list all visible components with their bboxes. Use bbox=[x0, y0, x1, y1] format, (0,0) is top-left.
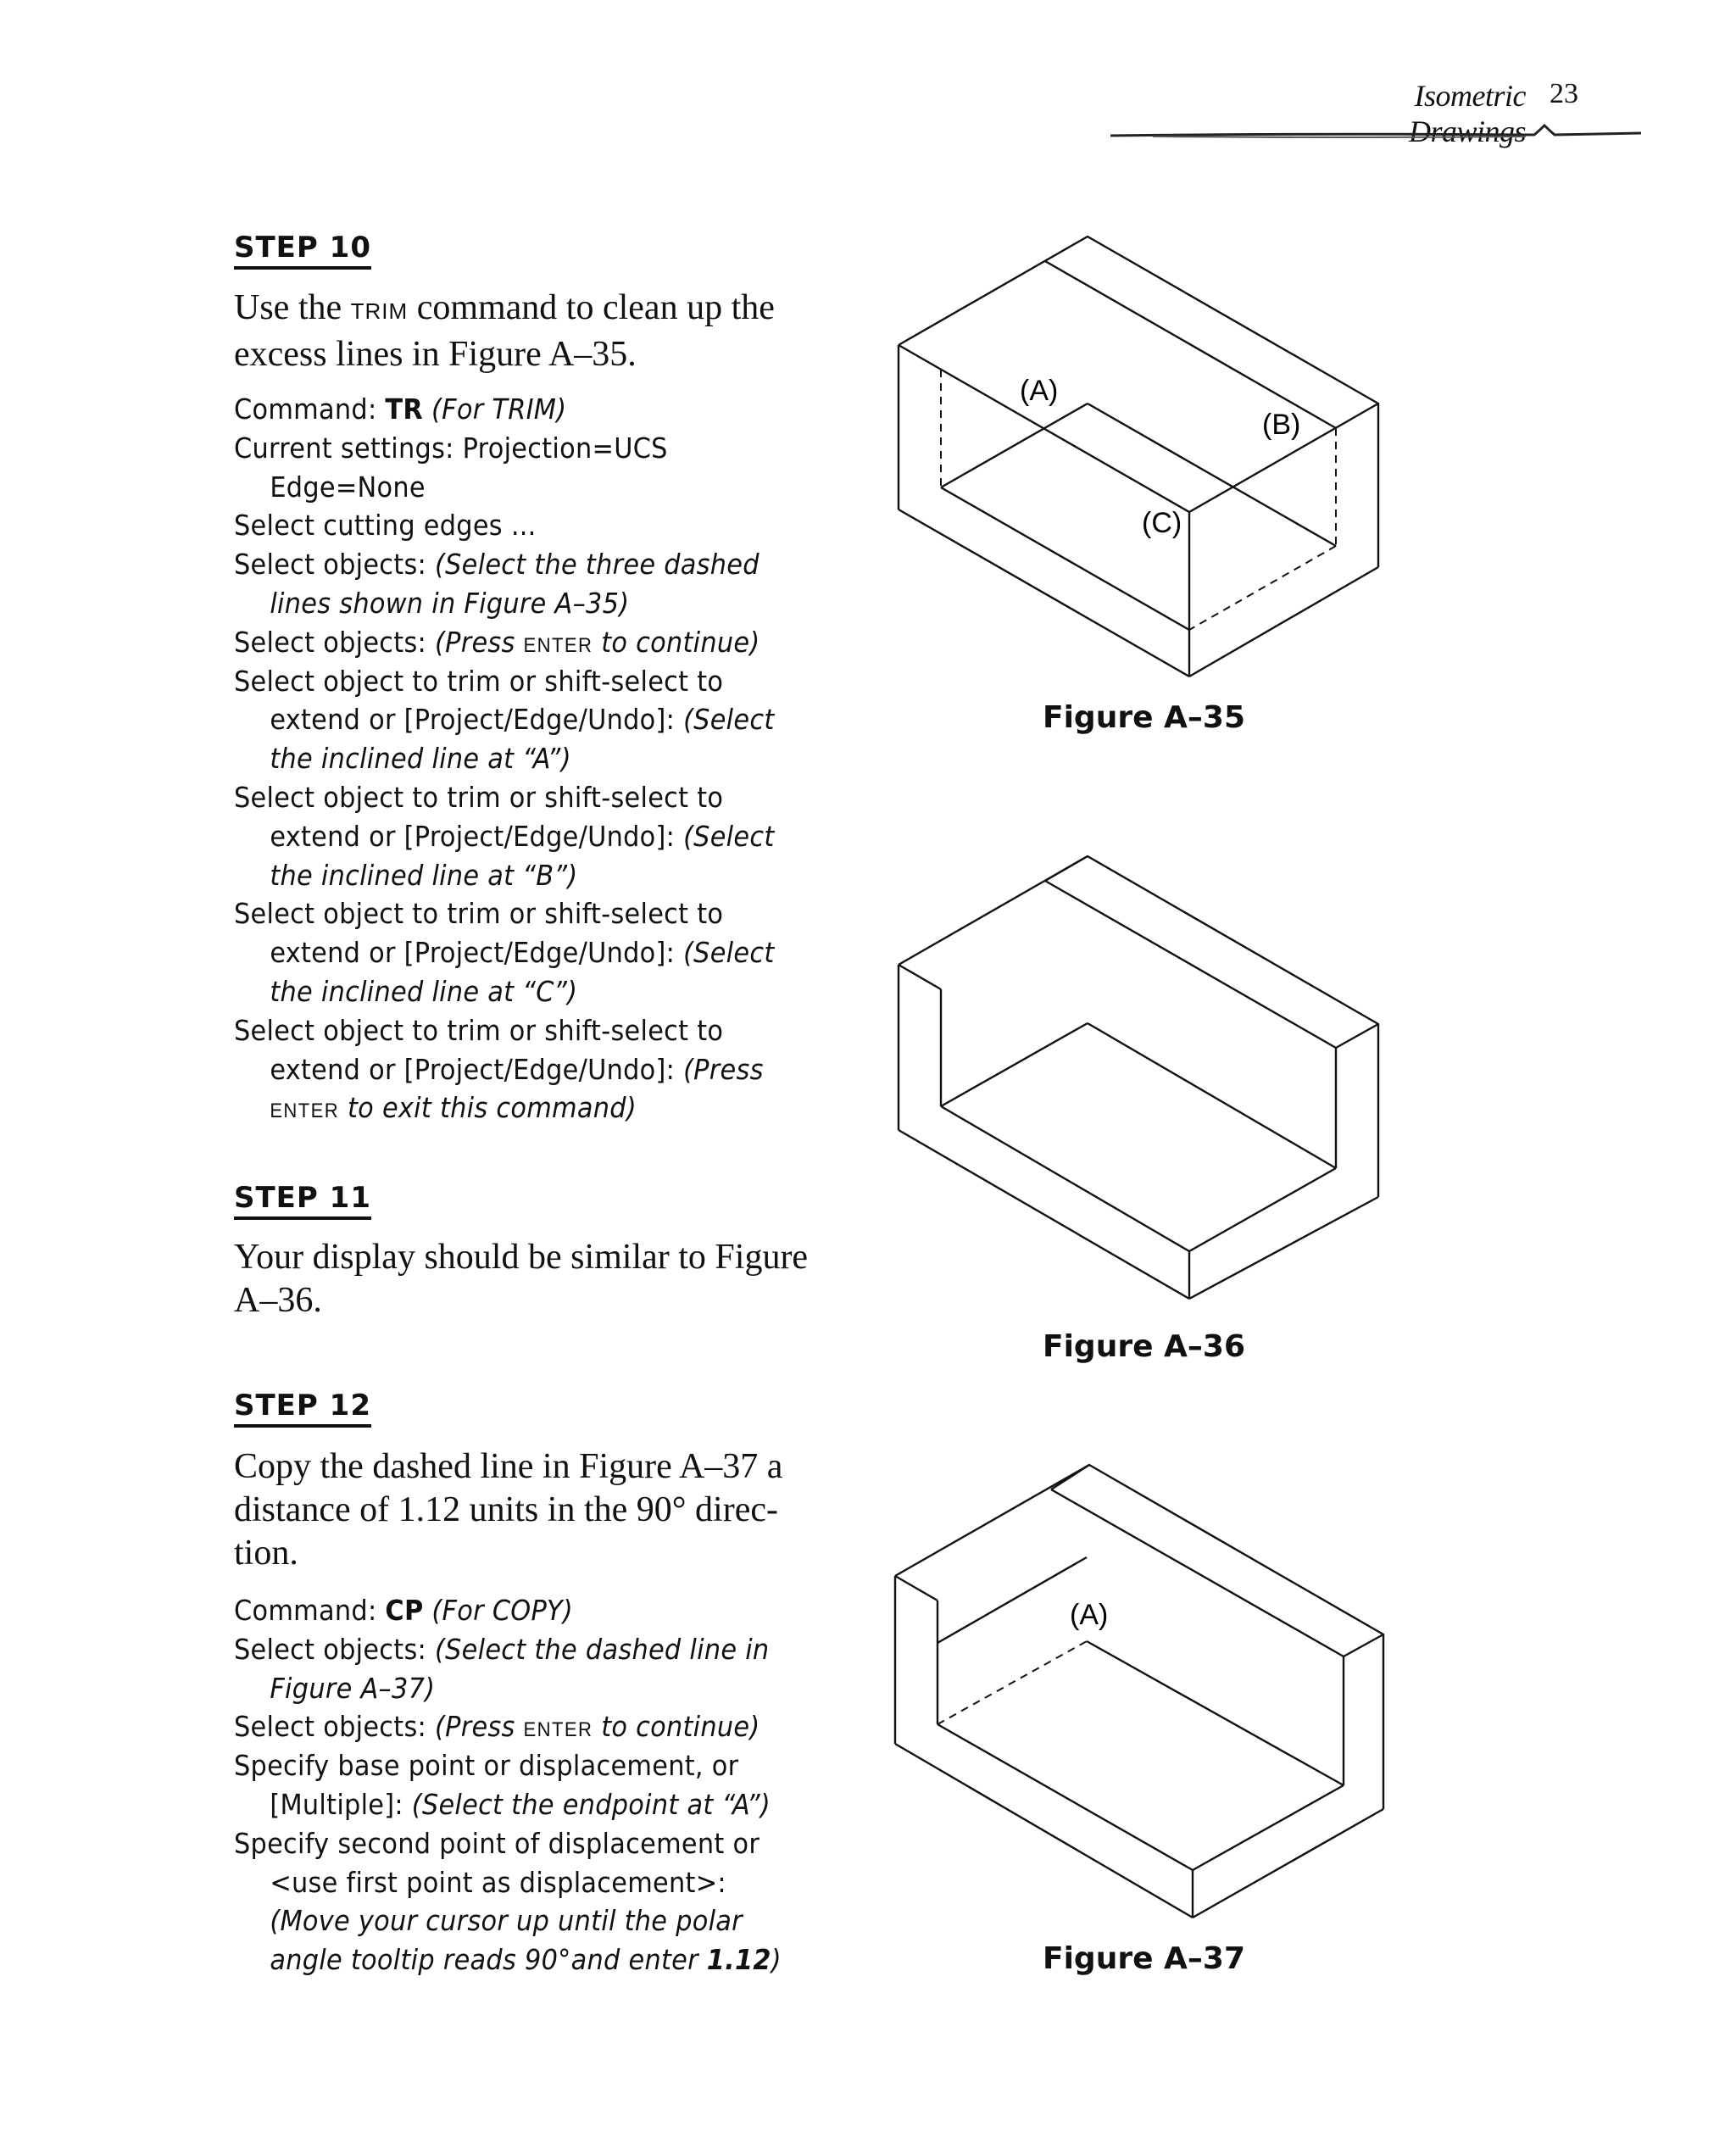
figure-a36-caption: Figure A–36 bbox=[1043, 1329, 1245, 1364]
step-11-instruction: Your display should be similar to Figure A–36. bbox=[234, 1238, 809, 1320]
figure-a37-drawing bbox=[882, 1451, 1407, 1943]
figure-a35-label-b: (B) bbox=[1262, 409, 1301, 441]
page-number: 23 bbox=[1550, 78, 1578, 109]
step-10-heading: STEP 10 bbox=[234, 231, 371, 270]
figure-a37-label-a: (A) bbox=[1070, 1599, 1109, 1631]
figure-a35 bbox=[882, 229, 1407, 687]
figure-a35-label-c: (C) bbox=[1142, 507, 1182, 539]
figure-a35-label-a: (A) bbox=[1020, 375, 1059, 407]
figure-a37 bbox=[882, 1451, 1407, 1943]
step-10-instruction: Use the TRIM command to clean up the excess lines in Figure A–35. bbox=[234, 288, 775, 374]
step-12-command-listing: Command: CP (For COPY) Select objects: (Select the dashed line in Figure A–37) Select objects: (Press ENTER to continue) Specify base point or displacement, or [Multiple]: (Select the endpoint at “A”) Specify second point of displacement or <use first point as displacement>: (Move your cursor up until the polar angle tooltip reads 90°and enter 1.12) bbox=[234, 1594, 782, 1977]
figure-a35-drawing bbox=[882, 229, 1407, 687]
figure-a36 bbox=[882, 848, 1407, 1322]
running-title: Isometric Drawings bbox=[1408, 79, 1526, 148]
header-rule bbox=[1102, 122, 1644, 144]
figure-a36-drawing bbox=[882, 848, 1407, 1322]
figure-a37-caption: Figure A–37 bbox=[1043, 1941, 1245, 1976]
figure-a35-caption: Figure A–35 bbox=[1043, 700, 1245, 735]
step-10-command-listing: Command: TR (For TRIM) Current settings: Projection=UCS Edge=None Select cutting edges ... Select objects: (Select the three dashed lines shown in Figure A–35) Select objects: (Press ENTER to continue) Select object to trim or shift-select to extend or [Project/Edge/Undo]: (Select the inclined line at “A”) Select object to trim or shift-select to extend or [Project/Edge/Undo]: (Select the inclined line at “B”) Select object to trim or shift-select to extend or [Project/Edge/Undo]: (Select the inclined line at “C”) Select object to trim or shift-select to extend or [Project/Edge/Undo]: (Press ENTER to exit this command) bbox=[234, 392, 775, 1125]
step-11-heading: STEP 11 bbox=[234, 1181, 371, 1220]
step-12-heading: STEP 12 bbox=[234, 1389, 371, 1428]
step-12-instruction: Copy the dashed line in Figure A–37 a distance of 1.12 units in the 90° direc-tion. bbox=[234, 1447, 783, 1573]
trim-command-name: TRIM bbox=[350, 298, 409, 324]
